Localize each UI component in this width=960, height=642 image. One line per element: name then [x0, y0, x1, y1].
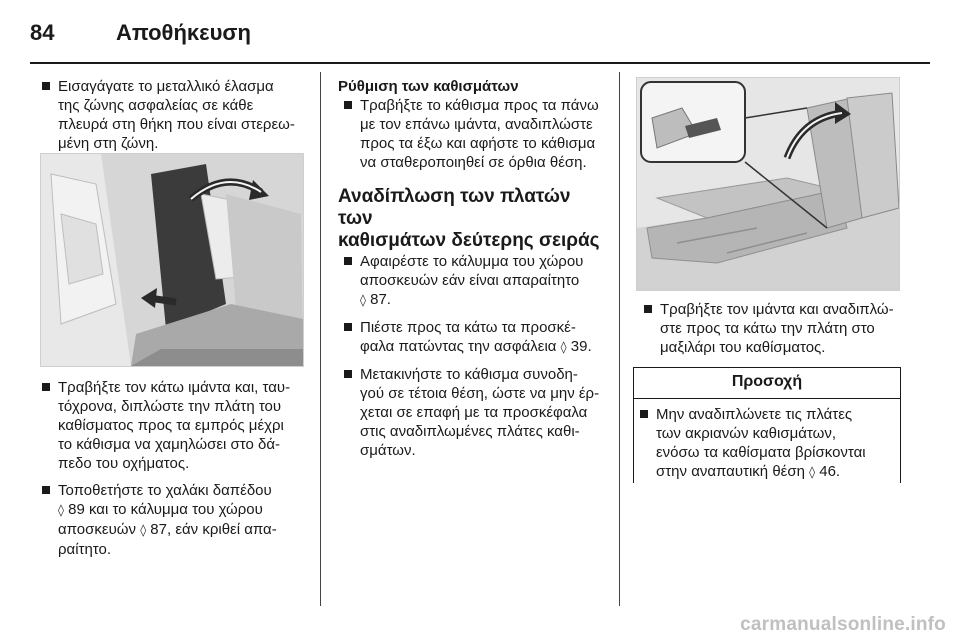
text-line: ραίτητο.	[58, 541, 112, 558]
list-item	[338, 318, 610, 357]
bullet-icon	[344, 257, 352, 265]
page-title: Αποθήκευση	[116, 20, 251, 45]
text-line: σμάτων.	[360, 442, 416, 459]
bullet-icon	[344, 323, 352, 331]
text-line: στην αναπαυτική θέση ◊ 46.	[656, 463, 841, 480]
caution-box	[633, 367, 901, 483]
text-line: πλευρά στη θήκη που είναι στερεω-	[58, 116, 295, 133]
text-line: καθίσματος προς τα εμπρός μέχρι	[58, 417, 284, 434]
text-line: χεται σε επαφή με τα προσκέφαλα	[360, 404, 588, 421]
reference-arrow-icon: ◊	[560, 340, 567, 354]
text-line: Τραβήξτε το κάθισμα προς τα πάνω	[360, 97, 599, 114]
text-line: Μετακινήστε το κάθισμα συνοδη-	[360, 366, 578, 383]
text-line: πεδο του οχήματος.	[58, 455, 190, 472]
column-2	[338, 77, 610, 460]
text-line: ◊ 87.	[360, 291, 391, 308]
column-3	[638, 300, 900, 357]
bullet-icon	[42, 82, 50, 90]
bullet-icon	[344, 101, 352, 109]
text-line: γού σε τέτοια θέση, ώστε να μην έρ-	[360, 385, 600, 402]
text-line: των ακριανών καθισμάτων,	[656, 425, 837, 442]
text-line: ◊ 89 και το κάλυμμα του χώρου	[58, 501, 263, 518]
text-line: Πιέστε προς τα κάτω τα προσκέ-	[360, 319, 576, 336]
caution-title: Προσοχή	[634, 367, 900, 399]
text-line: μαξιλάρι του καθίσματος.	[660, 339, 826, 356]
text-line: το κάθισμα να χαμηλώσει στο δά-	[58, 436, 281, 453]
list-item	[338, 252, 610, 310]
text-line: στις αναδιπλωμένες πλάτες καθι-	[360, 423, 580, 440]
text-line: τόχρονα, διπλώστε την πλάτη του	[58, 398, 282, 415]
reference-arrow-icon: ◊	[58, 503, 64, 517]
page-reference[interactable]: 87	[150, 521, 167, 538]
list-item	[638, 300, 900, 357]
text-line: Τραβήξτε τον κάτω ιμάντα και, ταυ-	[58, 379, 291, 396]
page-reference[interactable]: 89	[68, 501, 85, 518]
list-item	[338, 96, 610, 172]
text-line: μένη στη ζώνη.	[58, 135, 159, 152]
text-line: Τοποθετήστε το χαλάκι δαπέδου	[58, 482, 272, 499]
column-1-lower	[36, 378, 312, 559]
column-divider-2	[619, 72, 620, 606]
bullet-icon	[644, 305, 652, 313]
list-item	[36, 481, 312, 559]
list-item	[634, 405, 886, 482]
text-line: της ζώνης ασφαλείας σε κάθε	[58, 97, 254, 114]
caution-body	[634, 405, 886, 482]
text-line: Τραβήξτε τον ιμάντα και αναδιπλώ-	[660, 301, 894, 318]
section-heading: Αναδίπλωση των πλατών των καθισμάτων δεύτερης σειράς	[338, 186, 600, 251]
subheading: Ρύθμιση των καθισμάτων	[338, 78, 519, 95]
reference-arrow-icon: ◊	[140, 523, 147, 537]
column-divider-1	[320, 72, 321, 606]
text-line: Εισαγάγατε το μεταλλικό έλασμα	[58, 78, 274, 95]
header-rule	[30, 62, 930, 64]
text-line: αποσκευών ◊ 87, εάν κριθεί απα-	[58, 521, 277, 538]
watermark: carmanualsonline.info	[740, 614, 946, 635]
list-item	[338, 365, 610, 460]
text-line: αποσκευών εάν είναι απαραίτητο	[360, 272, 580, 289]
bullet-icon	[42, 383, 50, 391]
page-reference[interactable]: 46	[819, 463, 836, 480]
text-line: φαλα πατώντας την ασφάλεια ◊ 39.	[360, 338, 592, 355]
reference-arrow-icon: ◊	[809, 465, 816, 479]
illustration-seat-belt-loading	[40, 153, 304, 367]
reference-arrow-icon: ◊	[360, 293, 366, 307]
text-line: στε προς τα κάτω την πλάτη στο	[660, 320, 875, 337]
text-line: με τον επάνω ιμάντα, αναδιπλώστε	[360, 116, 593, 133]
illustration-seat-folding	[636, 77, 900, 291]
list-item	[36, 378, 312, 473]
text-line: να σταθεροποιηθεί σε όρθια θέση.	[360, 154, 587, 171]
bullet-icon	[344, 370, 352, 378]
bullet-icon	[640, 410, 648, 418]
page-header	[30, 14, 930, 50]
page-reference[interactable]: 39	[570, 338, 588, 355]
text-line: προς τα έξω και αφήστε το κάθισμα	[360, 135, 596, 152]
text-line: Αφαιρέστε το κάλυμμα του χώρου	[360, 253, 584, 270]
text-line: Μην αναδιπλώνετε τις πλάτες	[656, 406, 853, 423]
page-reference[interactable]: 87	[370, 291, 387, 308]
text-line: ενόσω τα καθίσματα βρίσκονται	[656, 444, 866, 461]
list-item	[36, 77, 312, 153]
page-number: 84	[30, 20, 55, 45]
column-1	[36, 77, 312, 153]
bullet-icon	[42, 486, 50, 494]
